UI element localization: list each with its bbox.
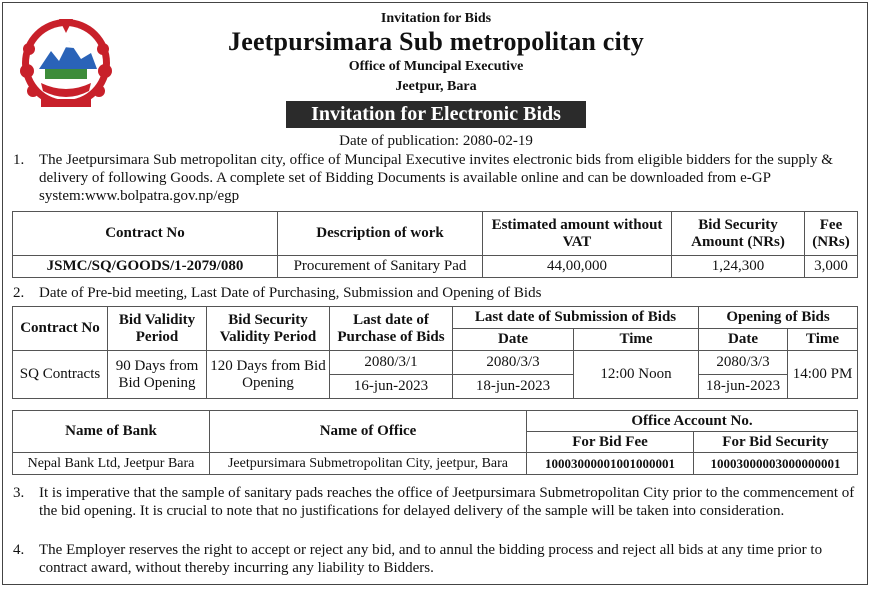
- submission-date-np-cell: 2080/3/3: [453, 351, 574, 375]
- description-cell: Procurement of Sanitary Pad: [278, 256, 483, 278]
- fee-cell: 3,000: [805, 256, 858, 278]
- paragraph-number: 3.: [13, 485, 25, 501]
- submission-date-en-cell: 18-jun-2023: [453, 375, 574, 399]
- invitation-heading: Invitation for Bids: [380, 11, 492, 26]
- header-bid-security: Bid Security Amount (NRs): [672, 212, 805, 256]
- office-location: Jeetpur, Bara: [395, 79, 477, 94]
- table-row: [13, 453, 858, 475]
- header-fee: Fee (NRs): [805, 212, 858, 256]
- paragraph-text: The Employer reserves the right to accept or reject any bid, and to annul the bidding process and reject all bids at any time prior to contract award, without thereby incurring any liability to Bidders.: [39, 542, 823, 576]
- city-title: Jeetpursimara Sub metropolitan city: [228, 27, 644, 56]
- bank-name-cell: Nepal Bank Ltd, Jeetpur Bara: [13, 453, 210, 475]
- header-description: Description of work: [278, 212, 483, 256]
- paragraph-text: The Jeetpursimara Sub metropolitan city, office of Muncipal Executive invites electronic bids from eligible bidders for the supply & delivery of following Goods. A complete set of Bidding Documents is available online and can be downloaded from e-GP system:www.bolpatra.gov.np/egp: [39, 152, 833, 204]
- header-bank-name: Name of Bank: [13, 411, 210, 453]
- estimated-amount-cell: 44,00,000: [483, 256, 672, 278]
- header-last-submission: Last date of Submission of Bids: [453, 307, 699, 329]
- security-validity-cell: 120 Days from Bid Opening: [207, 351, 330, 399]
- paragraph-number: 4.: [13, 542, 25, 558]
- opening-time-cell: 14:00 PM: [788, 351, 858, 399]
- bid-security-cell: 1,24,300: [672, 256, 805, 278]
- paragraph-3: [13, 484, 861, 520]
- header-bid-fee: For Bid Fee: [527, 432, 694, 453]
- header-submission-date: Date: [453, 329, 574, 351]
- header-contract-no: Contract No: [13, 212, 278, 256]
- header-opening-time: Time: [788, 329, 858, 351]
- bid-validity-cell: 90 Days from Bid Opening: [108, 351, 207, 399]
- purchase-date-en-cell: 16-jun-2023: [330, 375, 453, 399]
- paragraph-number: 2.: [13, 285, 25, 301]
- table-row: [13, 256, 858, 278]
- paragraph-text: Date of Pre-bid meeting, Last Date of Purchasing, Submission and Opening of Bids: [39, 285, 542, 301]
- security-account-cell: 10003000003000000001: [694, 453, 858, 475]
- paragraph-text: It is imperative that the sample of sanitary pads reaches the office of Jeetpursimara Submetropolitan City prior to the commencement of the bid opening. It is crucial to note that no justifications for delayed delivery of the sample will be taken into consideration.: [39, 485, 855, 519]
- opening-date-en-cell: 18-jun-2023: [699, 375, 788, 399]
- header-contract-no: Contract No: [13, 307, 108, 351]
- header-opening-date: Date: [699, 329, 788, 351]
- submission-time-cell: 12:00 Noon: [574, 351, 699, 399]
- header-office-name: Name of Office: [210, 411, 527, 453]
- schedule-table: [12, 306, 858, 399]
- table-row: [13, 351, 858, 375]
- paragraph-1: [13, 151, 861, 205]
- banner-title: Invitation for Electronic Bids: [286, 101, 586, 128]
- office-name: Office of Muncipal Executive: [348, 59, 524, 74]
- contract-cell: SQ Contracts: [13, 351, 108, 399]
- purchase-date-np-cell: 2080/3/1: [330, 351, 453, 375]
- paragraph-4: [13, 541, 861, 577]
- header-bid-security-account: For Bid Security: [694, 432, 858, 453]
- paragraph-2: [13, 284, 861, 302]
- header-submission-time: Time: [574, 329, 699, 351]
- bank-table: [12, 410, 858, 475]
- header-estimated-amount: Estimated amount without VAT: [483, 212, 672, 256]
- contract-table: [12, 211, 858, 278]
- opening-date-np-cell: 2080/3/3: [699, 351, 788, 375]
- header-last-purchase: Last date of Purchase of Bids: [330, 307, 453, 351]
- header-bid-validity: Bid Validity Period: [108, 307, 207, 351]
- office-name-cell: Jeetpursimara Submetropolitan City, jeetpur, Bara: [210, 453, 527, 475]
- publication-date: Date of publication: 2080-02-19: [339, 133, 533, 149]
- contract-no-cell: JSMC/SQ/GOODS/1-2079/080: [13, 256, 278, 278]
- paragraph-number: 1.: [13, 152, 25, 168]
- header-account-no: Office Account No.: [527, 411, 858, 432]
- header-opening: Opening of Bids: [699, 307, 858, 329]
- header-security-validity: Bid Security Validity Period: [207, 307, 330, 351]
- bid-notice-page: [2, 2, 868, 585]
- fee-account-cell: 10003000001001000001: [527, 453, 694, 475]
